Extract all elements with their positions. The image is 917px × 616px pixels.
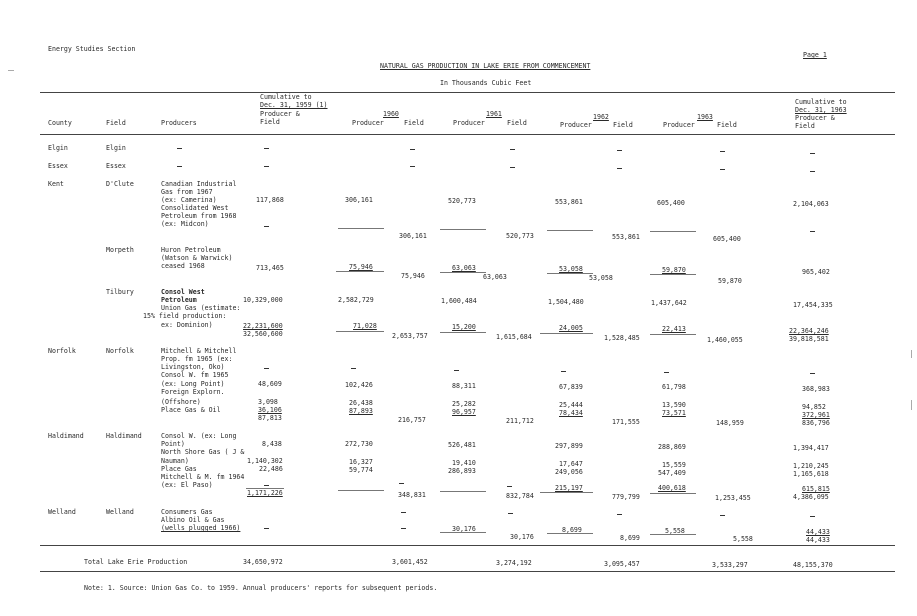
cell-1963-field: 1,460,055 bbox=[707, 336, 743, 344]
subtotal-rule bbox=[650, 534, 696, 535]
dash bbox=[410, 149, 415, 150]
cell-cum1963: 368,983 bbox=[802, 385, 830, 393]
cell-cum1959: 117,868 bbox=[256, 196, 284, 204]
cell-1963-producer: 15,559 bbox=[662, 461, 686, 469]
margin-mark bbox=[8, 70, 14, 71]
producer-line: (ex: Camerina) bbox=[161, 196, 217, 204]
cell-cum1963: 372,961 bbox=[802, 411, 830, 419]
col-year-1963: 1963 bbox=[697, 113, 713, 121]
cell-1963-producer: 61,798 bbox=[662, 383, 686, 391]
cell-1963-producer: 547,409 bbox=[658, 469, 686, 477]
cell-cum1963: 615,815 bbox=[802, 485, 830, 493]
dash bbox=[561, 371, 566, 372]
producer-line: Petroleum from 1968 bbox=[161, 212, 237, 220]
cell-1960-producer: 87,893 bbox=[349, 407, 373, 415]
cell-1960-field: 2,653,757 bbox=[392, 332, 428, 340]
cell-cum1959: 22,486 bbox=[259, 465, 283, 473]
cell-cum1959-total: 87,813 bbox=[258, 414, 282, 422]
cell-1962-producer: 297,899 bbox=[555, 442, 583, 450]
col-year-1962: 1962 bbox=[593, 113, 609, 121]
col-county: County bbox=[48, 119, 72, 127]
col-cum1959-l2: Dec. 31, 1959 (1) bbox=[260, 101, 328, 109]
producer-line: 15% field production: bbox=[143, 312, 227, 320]
subtotal-rule bbox=[650, 274, 696, 275]
cell-1962-producer: 25,444 bbox=[559, 401, 583, 409]
dash bbox=[720, 151, 725, 152]
producer-line: ceased 1968 bbox=[161, 262, 205, 270]
col-1962-field: Field bbox=[613, 121, 633, 129]
total-1963: 3,533,297 bbox=[712, 561, 748, 569]
dash bbox=[264, 368, 269, 369]
cell-1963-producer: 73,571 bbox=[662, 409, 686, 417]
cell-1961-producer: 526,481 bbox=[448, 441, 476, 449]
subtotal-rule bbox=[650, 334, 696, 335]
cell-1962-producer: 8,699 bbox=[562, 526, 582, 534]
subtotal-rule bbox=[440, 272, 486, 273]
producer-line: Consol W. (ex: Long bbox=[161, 432, 237, 440]
cell-1962-field: 553,861 bbox=[612, 233, 640, 241]
dash bbox=[454, 370, 459, 371]
cell-1961-producer: 88,311 bbox=[452, 382, 476, 390]
total-label: Total Lake Erie Production bbox=[84, 558, 188, 566]
cell-1961-field: 1,615,684 bbox=[496, 333, 532, 341]
county-norfolk: Norfolk bbox=[48, 347, 76, 355]
dash bbox=[510, 167, 515, 168]
producer-line: (ex: El Paso) bbox=[161, 481, 213, 489]
col-cum1963-l4: Field bbox=[795, 122, 815, 130]
cell-1960-field: 75,946 bbox=[401, 272, 425, 280]
cell-cum1963: 965,402 bbox=[802, 268, 830, 276]
dash bbox=[720, 169, 725, 170]
cell-1962-producer: 553,861 bbox=[555, 198, 583, 206]
producer-line: Nauman) bbox=[161, 457, 189, 465]
cell-cum1963: 22,364,246 bbox=[789, 327, 829, 335]
subtotal-rule bbox=[336, 331, 384, 332]
col-year-1961: 1961 bbox=[486, 110, 502, 118]
dash bbox=[410, 166, 415, 167]
producer-line: Mitchell & Mitchell bbox=[161, 347, 237, 355]
producer-line: Consol W. fm 1965 bbox=[161, 371, 229, 379]
margin-mark bbox=[911, 350, 912, 358]
total-cum1963: 48,155,370 bbox=[793, 561, 833, 569]
col-1963-field: Field bbox=[717, 121, 737, 129]
subtotal-rule bbox=[338, 228, 384, 229]
dash bbox=[617, 514, 622, 515]
subtotal-rule bbox=[440, 532, 486, 533]
subtotal-rule bbox=[336, 271, 384, 272]
cell-1960-producer: 71,028 bbox=[353, 322, 377, 330]
col-cum1963-l2: Dec. 31, 1963 bbox=[795, 106, 847, 114]
cell-1961-producer: 25,282 bbox=[452, 400, 476, 408]
cell-1961-producer: 520,773 bbox=[448, 197, 476, 205]
header-bottom-rule bbox=[40, 134, 895, 135]
col-field: Field bbox=[106, 119, 126, 127]
total-1961: 3,274,192 bbox=[496, 559, 532, 567]
cell-cum1959: 22,231,600 bbox=[243, 322, 283, 330]
producer-line: (ex: Long Point) bbox=[161, 380, 225, 388]
dash bbox=[264, 226, 269, 227]
dash bbox=[507, 486, 512, 487]
cell-1962-producer: 1,504,480 bbox=[548, 298, 584, 306]
cell-1963-field: 5,558 bbox=[733, 535, 753, 543]
cell-1960-producer: 2,582,729 bbox=[338, 296, 374, 304]
cell-cum1963-total: 44,433 bbox=[806, 536, 830, 544]
col-cum1959-l4: Field bbox=[260, 118, 280, 126]
footnote: Note: 1. Source: Union Gas Co. to 1959. Annual producers' reports for subsequent periods. bbox=[84, 584, 438, 592]
section-label: Energy Studies Section bbox=[48, 45, 136, 53]
total-1962: 3,095,457 bbox=[604, 560, 640, 568]
cell-1962-producer: 17,647 bbox=[559, 460, 583, 468]
cell-1960-producer: 26,438 bbox=[349, 399, 373, 407]
cell-1963-producer: 59,870 bbox=[662, 266, 686, 274]
producer-line: Huron Petroleum bbox=[161, 246, 221, 254]
field-haldimand: Haldimand bbox=[106, 432, 142, 440]
cell-1963-field: 59,870 bbox=[718, 277, 742, 285]
cell-1963-producer: 22,413 bbox=[662, 325, 686, 333]
cell-cum1963: 2,104,063 bbox=[793, 200, 829, 208]
subtotal-rule bbox=[440, 491, 486, 492]
header-top-rule bbox=[40, 92, 895, 93]
cell-1960-producer: 75,946 bbox=[349, 263, 373, 271]
subtotal-rule bbox=[338, 490, 384, 491]
dash bbox=[264, 485, 269, 486]
producer-line: North Shore Gas ( J & bbox=[161, 448, 245, 456]
col-1960-producer: Producer bbox=[352, 119, 384, 127]
document-subtitle: In Thousands Cubic Feet bbox=[440, 79, 532, 87]
document-title: NATURAL GAS PRODUCTION IN LAKE ERIE FROM COMMENCEMENT bbox=[380, 62, 591, 70]
cell-cum1963: 94,852 bbox=[802, 403, 826, 411]
field-essex: Essex bbox=[106, 162, 126, 170]
field-tilbury: Tilbury bbox=[106, 288, 134, 296]
cell-cum1963: 1,210,245 bbox=[793, 462, 829, 470]
producer-line: Prop. fm 1965 (ex: bbox=[161, 355, 233, 363]
cell-1963-field: 1,253,455 bbox=[715, 494, 751, 502]
cell-1962-producer: 215,197 bbox=[555, 484, 583, 492]
county-essex: Essex bbox=[48, 162, 68, 170]
subtotal-rule bbox=[440, 229, 486, 230]
county-elgin: Elgin bbox=[48, 144, 68, 152]
cell-1963-producer: 605,400 bbox=[657, 199, 685, 207]
cell-cum1959: 48,609 bbox=[258, 380, 282, 388]
dash bbox=[401, 512, 406, 513]
total-1960: 3,601,452 bbox=[392, 558, 428, 566]
col-1960-field: Field bbox=[404, 119, 424, 127]
producer-line: (wells plugged 1966) bbox=[161, 524, 241, 532]
field-norfolk: Norfolk bbox=[106, 347, 134, 355]
cell-cum1959-total: 32,560,600 bbox=[243, 330, 283, 338]
margin-mark bbox=[911, 400, 912, 410]
col-cum1963-l1: Cumulative to bbox=[795, 98, 847, 106]
cell-1961-field: 832,784 bbox=[506, 492, 534, 500]
cell-cum1963-total: 39,818,581 bbox=[789, 335, 829, 343]
cell-1961-producer: 15,200 bbox=[452, 323, 476, 331]
subtotal-rule bbox=[540, 492, 593, 493]
page-number: Page 1 bbox=[803, 51, 827, 59]
col-1963-producer: Producer bbox=[663, 121, 695, 129]
col-1961-producer: Producer bbox=[453, 119, 485, 127]
producer-line: (ex: Midcon) bbox=[161, 220, 209, 228]
dash bbox=[617, 168, 622, 169]
county-welland: Welland bbox=[48, 508, 76, 516]
cell-1961-producer: 96,957 bbox=[452, 408, 476, 416]
dash bbox=[508, 513, 513, 514]
cell-1963-producer: 400,618 bbox=[658, 484, 686, 492]
cell-1960-producer: 16,327 bbox=[349, 458, 373, 466]
producer-line: Mitchell & M. fm 1964 bbox=[161, 473, 245, 481]
cell-1962-field: 53,058 bbox=[589, 274, 613, 282]
cell-1961-field: 211,712 bbox=[506, 417, 534, 425]
cell-1961-field: 520,773 bbox=[506, 232, 534, 240]
cell-1962-field: 779,799 bbox=[612, 493, 640, 501]
cell-cum1963: 1,165,618 bbox=[793, 470, 829, 478]
producer-line: Point) bbox=[161, 440, 185, 448]
field-dclute: D'Clute bbox=[106, 180, 134, 188]
dash bbox=[810, 231, 815, 232]
cell-1961-producer: 19,410 bbox=[452, 459, 476, 467]
cell-1963-producer: 288,869 bbox=[658, 443, 686, 451]
dash bbox=[617, 150, 622, 151]
dash bbox=[399, 483, 404, 484]
subtotal-rule bbox=[547, 533, 593, 534]
dash bbox=[810, 373, 815, 374]
producer-line: Consumers Gas bbox=[161, 508, 213, 516]
cell-cum1963: 1,394,417 bbox=[793, 444, 829, 452]
cell-1962-field: 8,699 bbox=[620, 534, 640, 542]
producer-line: Albino Oil & Gas bbox=[161, 516, 225, 524]
cell-1962-producer: 78,434 bbox=[559, 409, 583, 417]
col-cum1959-l3: Producer & bbox=[260, 110, 300, 118]
dash bbox=[810, 516, 815, 517]
cell-1960-producer: 272,730 bbox=[345, 440, 373, 448]
cell-1963-producer: 1,437,642 bbox=[651, 299, 687, 307]
cell-cum1963: 44,433 bbox=[806, 528, 830, 536]
cell-1962-producer: 249,056 bbox=[555, 468, 583, 476]
producer-line: (Watson & Warwick) bbox=[161, 254, 233, 262]
cell-1961-producer: 63,063 bbox=[452, 264, 476, 272]
cell-1963-producer: 5,558 bbox=[665, 527, 685, 535]
col-producers: Producers bbox=[161, 119, 197, 127]
cell-1960-field: 216,757 bbox=[398, 416, 426, 424]
dash bbox=[664, 372, 669, 373]
producer-line: Place Gas bbox=[161, 465, 197, 473]
producer-line: (Offshore) bbox=[161, 398, 201, 406]
producer-line: Gas from 1967 bbox=[161, 188, 213, 196]
col-1961-field: Field bbox=[507, 119, 527, 127]
cell-1963-field: 148,959 bbox=[716, 419, 744, 427]
col-cum1963-l3: Producer & bbox=[795, 114, 835, 122]
cell-cum1959: 713,465 bbox=[256, 264, 284, 272]
cell-cum1963: 17,454,335 bbox=[793, 301, 833, 309]
cell-1961-producer: 30,176 bbox=[452, 525, 476, 533]
cell-cum1959: 3,098 bbox=[258, 398, 278, 406]
dash bbox=[401, 528, 406, 529]
cell-1963-producer: 13,590 bbox=[662, 401, 686, 409]
field-elgin: Elgin bbox=[106, 144, 126, 152]
field-morpeth: Morpeth bbox=[106, 246, 134, 254]
subtotal-rule bbox=[547, 230, 593, 231]
producer-line: Union Gas (estimate: bbox=[161, 304, 241, 312]
cell-1960-producer: 59,774 bbox=[349, 466, 373, 474]
cell-1960-field: 306,161 bbox=[399, 232, 427, 240]
dash bbox=[264, 148, 269, 149]
cell-1962-producer: 53,058 bbox=[559, 265, 583, 273]
producer-line: Consol West bbox=[161, 288, 205, 296]
subtotal-rule bbox=[650, 493, 696, 494]
cell-cum1963-total: 836,796 bbox=[802, 419, 830, 427]
cell-1962-field: 171,555 bbox=[612, 418, 640, 426]
cell-cum1959: 8,438 bbox=[262, 440, 282, 448]
subtotal-rule bbox=[440, 332, 486, 333]
county-haldimand: Haldimand bbox=[48, 432, 84, 440]
dash bbox=[351, 368, 356, 369]
producer-line: Canadian Industrial bbox=[161, 180, 237, 188]
total-cum1959: 34,650,972 bbox=[243, 558, 283, 566]
cell-cum1959: 36,106 bbox=[258, 406, 282, 414]
producer-line: Place Gas & Oil bbox=[161, 406, 221, 414]
cell-1963-field: 605,400 bbox=[713, 235, 741, 243]
field-welland: Welland bbox=[106, 508, 134, 516]
dash bbox=[810, 153, 815, 154]
dash bbox=[810, 171, 815, 172]
dash bbox=[264, 166, 269, 167]
total-top-rule bbox=[40, 545, 895, 546]
producer-line: ex: Dominion) bbox=[161, 321, 213, 329]
subtotal-rule bbox=[650, 231, 696, 232]
cell-cum1959: 1,140,302 bbox=[247, 457, 283, 465]
col-1962-producer: Producer bbox=[560, 121, 592, 129]
producer-line: Consolidated West bbox=[161, 204, 229, 212]
cell-1960-field: 348,831 bbox=[398, 491, 426, 499]
col-year-1960: 1960 bbox=[383, 110, 399, 118]
col-cum1959-l1: Cumulative to bbox=[260, 93, 312, 101]
cell-cum1959: 10,329,000 bbox=[243, 296, 283, 304]
total-bottom-rule bbox=[40, 571, 895, 572]
cell-1961-producer: 286,893 bbox=[448, 467, 476, 475]
cell-cum1959-total: 1,171,226 bbox=[247, 489, 283, 497]
dash bbox=[510, 149, 515, 150]
dash bbox=[177, 148, 182, 149]
dash bbox=[264, 528, 269, 529]
cell-1961-field: 30,176 bbox=[510, 533, 534, 541]
subtotal-rule bbox=[540, 333, 593, 334]
cell-1962-producer: 24,005 bbox=[559, 324, 583, 332]
subtotal-rule bbox=[547, 273, 593, 274]
cell-1960-producer: 306,161 bbox=[345, 196, 373, 204]
county-kent: Kent bbox=[48, 180, 64, 188]
cell-1962-producer: 67,839 bbox=[559, 383, 583, 391]
cell-1961-producer: 1,600,484 bbox=[441, 297, 477, 305]
producer-line: Livingston, Oko) bbox=[161, 363, 225, 371]
cell-cum1963-total: 4,386,095 bbox=[793, 493, 829, 501]
cell-1961-field: 63,063 bbox=[483, 273, 507, 281]
dash bbox=[720, 515, 725, 516]
cell-1962-field: 1,528,485 bbox=[604, 334, 640, 342]
producer-line: Petroleum bbox=[161, 296, 197, 304]
cell-1960-producer: 102,426 bbox=[345, 381, 373, 389]
producer-line: Foreign Explorn. bbox=[161, 388, 225, 396]
dash bbox=[177, 166, 182, 167]
